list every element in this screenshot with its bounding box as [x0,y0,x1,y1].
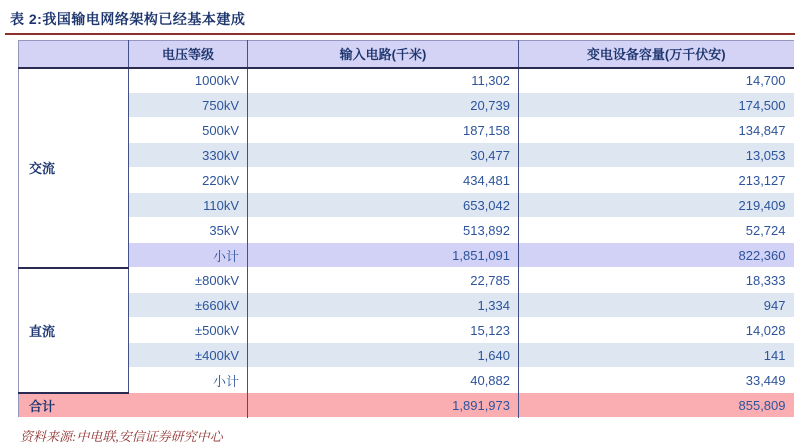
capacity-cell: 213,127 [519,168,794,193]
table-header [19,41,794,68]
capacity-cell: 13,053 [519,143,794,168]
circuit-cell: 22,785 [248,268,519,293]
total-row [19,393,794,418]
table-row [19,168,794,193]
table-row [19,118,794,143]
capacity-cell: 947 [519,293,794,318]
circuit-cell: 1,640 [248,343,519,368]
circuit-cell: 1,334 [248,293,519,318]
table-row [19,368,794,393]
table-row [19,143,794,168]
capacity-cell: 33,449 [519,368,794,393]
circuit-cell: 653,042 [248,193,519,218]
circuit-cell: 15,123 [248,318,519,343]
circuit-cell: 187,158 [248,118,519,143]
table-footer [19,393,794,418]
header-voltage-level: 电压等级 [129,41,248,68]
power-grid-table [18,40,794,418]
capacity-cell: 174,500 [519,93,794,118]
header-category [19,41,129,68]
circuit-cell: 11,302 [248,68,519,93]
total-circuit-cell: 1,891,973 [248,393,519,418]
circuit-cell: 1,851,091 [248,243,519,268]
table-title-bar [5,0,795,35]
section-label: 直流 [19,268,129,393]
table-row [19,93,794,118]
table-row [19,318,794,343]
circuit-cell: 30,477 [248,143,519,168]
capacity-cell: 14,028 [519,318,794,343]
voltage-cell: ±800kV [129,268,248,293]
voltage-cell: 220kV [129,168,248,193]
voltage-cell: 330kV [129,143,248,168]
header-circuit-km: 输入电路(千米) [248,41,519,68]
capacity-cell: 141 [519,343,794,368]
capacity-cell: 134,847 [519,118,794,143]
voltage-cell: 110kV [129,193,248,218]
source-note: 资料来源:中电联,安信证券研究中心 [20,429,223,444]
table-row [19,343,794,368]
circuit-cell: 40,882 [248,368,519,393]
header-capacity: 变电设备容量(万千伏安) [519,41,794,68]
total-label: 合计 [29,398,56,414]
table-row [19,193,794,218]
section-label: 交流 [19,68,129,268]
table-body [19,68,794,393]
capacity-cell: 18,333 [519,268,794,293]
capacity-cell: 14,700 [519,68,794,93]
voltage-cell: 500kV [129,118,248,143]
voltage-cell: ±500kV [129,318,248,343]
voltage-cell: 1000kV [129,68,248,93]
table-row [19,68,794,93]
capacity-cell: 219,409 [519,193,794,218]
voltage-cell: 小计 [129,243,248,268]
table-row [19,243,794,268]
circuit-cell: 434,481 [248,168,519,193]
total-capacity-cell: 855,809 [519,393,794,418]
table-title: 表 2:我国输电网络架构已经基本建成 [10,11,246,27]
voltage-cell: 小计 [129,368,248,393]
table-row [19,293,794,318]
voltage-cell: ±400kV [129,343,248,368]
capacity-cell: 52,724 [519,218,794,243]
voltage-cell: 750kV [129,93,248,118]
capacity-cell: 822,360 [519,243,794,268]
circuit-cell: 513,892 [248,218,519,243]
table-row [19,268,794,293]
voltage-cell: ±660kV [129,293,248,318]
header-row [19,41,794,68]
table-row [19,218,794,243]
voltage-cell: 35kV [129,218,248,243]
circuit-cell: 20,739 [248,93,519,118]
